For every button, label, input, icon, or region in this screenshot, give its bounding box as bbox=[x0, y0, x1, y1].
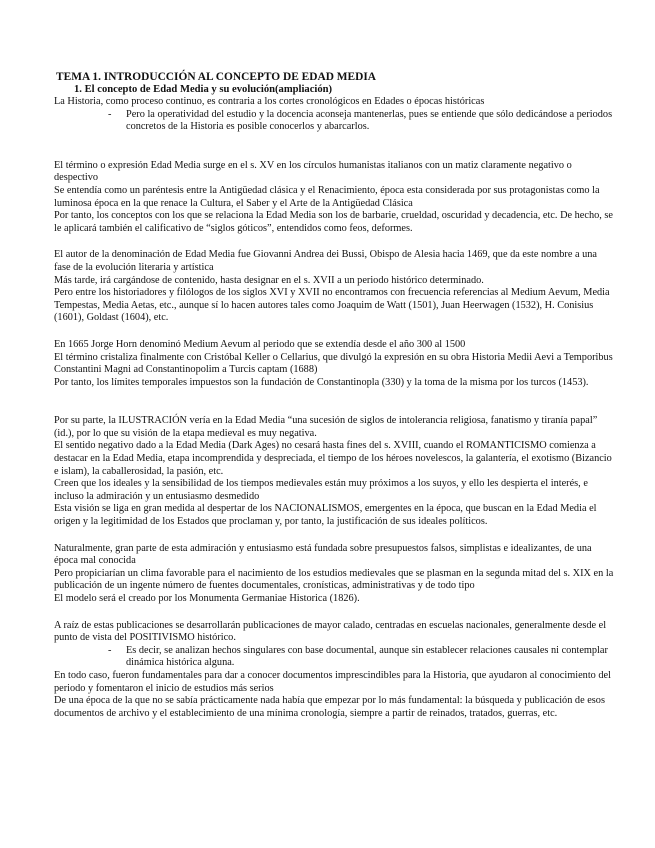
dash-bullet-icon: - bbox=[108, 644, 112, 656]
paragraph: Más tarde, irá cargándose de contenido, hasta designar en el s. XVII a un periodo histórico determinado. bbox=[54, 274, 484, 286]
bullet-item bbox=[54, 645, 614, 670]
paragraph: El término cristaliza finalmente con Cristóbal Keller o Cellarius, que divulgó la expresión en su obra Historia Medii Aevi a Temporibus Constantini Magni ad Constantinopolim a Turcis captam (1688) bbox=[54, 351, 613, 376]
paragraph: A raíz de estas publicaciones se desarrollarán publicaciones de mayor calado, centradas en escuelas nacionales, generalmente desde el punto de vista del POSITIVISMO histórico. bbox=[54, 619, 607, 644]
paragraph: Por tanto, los conceptos con los que se relaciona la Edad Media son los de barbarie, crueldad, oscuridad y decadencia, etc. De hecho, se le aplicará también el calificativo de “siglos góticos”, entendidos como feos, deformes. bbox=[54, 210, 613, 234]
bullet-text: Es decir, se analizan hechos singulares con base documental, aunque sin establecer relaciones causales ni contemplar dinámica histórica alguna. bbox=[126, 644, 608, 669]
paragraph: La Historia, como proceso continuo, es contraria a los cortes cronológicos en Edades o épocas históricas bbox=[54, 96, 485, 107]
document-title: TEMA 1. INTRODUCCIÓN AL CONCEPTO DE EDAD MEDIA bbox=[56, 71, 377, 83]
paragraph: El autor de la denominación de Edad Media fue Giovanni Andrea dei Bussi, Obispo de Alesia hacia 1469, que da este nombre a una fase de la evolución literaria y artística bbox=[54, 249, 598, 273]
dash-bullet-icon: - bbox=[108, 108, 112, 120]
paragraph: En todo caso, fueron fundamentales para dar a conocer documentos imprescindibles para la Historia, que ayudaron al conocimiento del periodo y fomentaron el inicio de estudios más serios bbox=[54, 669, 611, 694]
paragraph: Naturalmente, gran parte de esta admiración y entusiasmo está fundada sobre presupuestos falsos, simplistas e idealizantes, de una época mal conocida bbox=[54, 542, 592, 567]
paragraph: Pero propiciarían un clima favorable para el nacimiento de los estudios medievales que se plasman en la segunda mitad del s. XIX en la publicación de un ingente número de fuentes documentales, cronísticas, administrativas y de todo tipo bbox=[54, 567, 614, 592]
paragraph: Esta visión se liga en gran medida al despertar de los NACIONALISMOS, emergentes en la época, que buscan en la Edad Media el origen y la legitimidad de los Estados que proclaman y, por tanto, la justificación de sus ideales políticos. bbox=[54, 503, 597, 528]
paragraph: Creen que los ideales y la sensibilidad de los tiempos medievales están muy próximos a los suyos, y ello les despierta el interés, e incluso la admiración y un entusiasmo desmedido bbox=[54, 478, 588, 502]
bullet-text: Pero la operatividad del estudio y la docencia aconseja mantenerlas, pues se entiende que sólo dedicándose a periodos concretos de la Historia es posible conocerlos y abarcarlos. bbox=[126, 108, 613, 133]
document-page bbox=[54, 71, 614, 720]
paragraph: Por su parte, la ILUSTRACIÓN vería en la Edad Media “una sucesión de siglos de intolerancia religiosa, fanatismo y tiranía papal” (id.), por lo que su visión de la etapa medieval es muy negativa. bbox=[54, 415, 598, 439]
paragraph: El modelo será el creado por los Monumenta Germaniae Historica (1826). bbox=[54, 593, 360, 604]
paragraph: De una época de la que no se sabía prácticamente nada había que empezar por lo más fundamental: la búsqueda y publicación de esos documentos de archivo y el establecimiento de una mínima cronología, siempre a partir de reinados, tratados, guerras, etc. bbox=[54, 695, 605, 719]
paragraph: El sentido negativo dado a la Edad Media (Dark Ages) no cesará hasta fines del s. XVIII, cuando el ROMANTICISMO comienza a destacar en la Edad Media, etapa incomprendida y despreciada, el tiempo de los héroes novelescos, la galantería, el exotismo (Bizancio e islam), la caballerosidad, la pasión, etc. bbox=[54, 440, 612, 477]
paragraph: En 1665 Jorge Horn denominó Medium Aevum al periodo que se extendía desde el año 300 al 1500 bbox=[54, 338, 466, 350]
bullet-item bbox=[54, 109, 614, 134]
paragraph: El término o expresión Edad Media surge en el s. XV en los círculos humanistas italianos con un matiz claramente negativo o despectivo bbox=[54, 159, 572, 184]
paragraph: Por tanto, los límites temporales impuestos son la fundación de Constantinopla (330) y la toma de la misma por los turcos (1453). bbox=[54, 376, 589, 388]
paragraph: Se entendía como un paréntesis entre la Antigüedad clásica y el Renacimiento, época esta considerada por sus protagonistas como la luminosa época en la que renace la Cultura, el Saber y el Arte de la Antigüedad Clásica bbox=[54, 184, 600, 209]
section-heading: 1. El concepto de Edad Media y su evolución(ampliación) bbox=[74, 84, 333, 95]
paragraph: Pero entre los historiadores y filólogos de los siglos XVI y XVII no encontramos con frecuencia referencias al Medium Aevum, Media Tempestas, Media Aetas, etc., aunque sí lo hacen autores tales como Joaquim de Watt (1501), Juan Heerwagen (1532), H. Conisius (1601), Goldast (1604), etc. bbox=[54, 287, 610, 324]
